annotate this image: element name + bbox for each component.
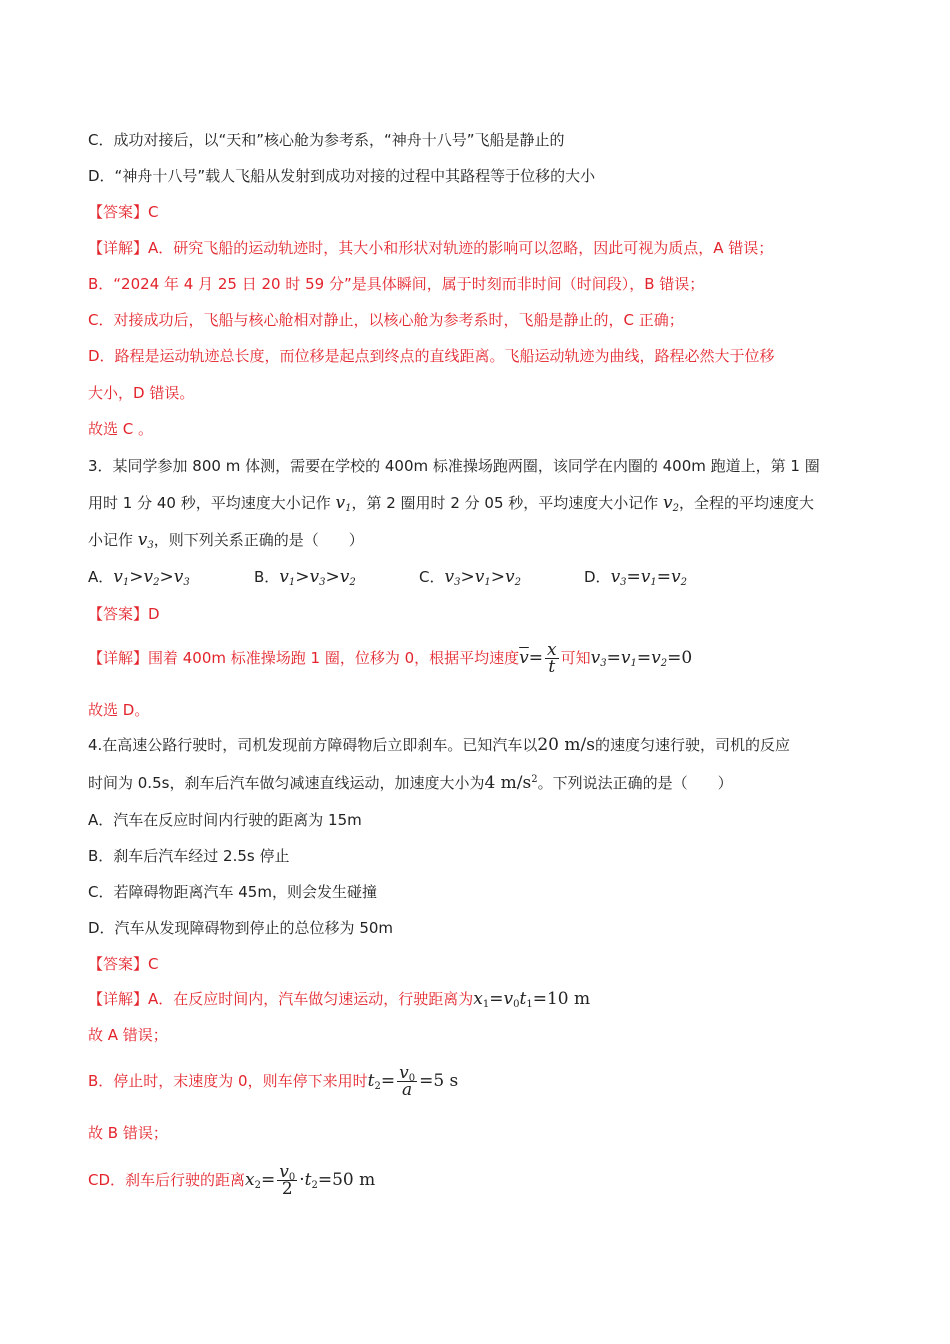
q2-answer: 【答案】C (88, 203, 159, 221)
q3-option-c: C．$v_3>v_1>v_2$ (419, 567, 521, 588)
q3-stem-line3: 小记作 $v_3$，则下列关系正确的是（ ） (88, 530, 364, 551)
initial-speed: 20 m/s (537, 735, 595, 755)
q4-stem-line1: 4.在高速公路行驶时，司机发现前方障碍物后立即刹车。已知汽车以20 m/s的速度匀速行驶，司机的反应 (88, 735, 790, 755)
v3-symbol: $v_3$ (137, 530, 154, 551)
q4-stem-line2: 时间为 0.5s，刹车后汽车做匀减速直线运动，加速度大小为4 $m/s^2$。下列说法正确的是（ ） (88, 773, 733, 793)
q3-result-formula: $v_3=v_1=v_2=0$ (590, 648, 693, 669)
q4-option-a: A．汽车在反应时间内行驶的距离为 15m (88, 811, 362, 829)
x1-formula: $x_1=v_0t_1=10$ m (473, 989, 591, 1010)
q2-option-d: D．“神舟十八号”载人飞船从发射到成功对接的过程中其路程等于位移的大小 (88, 167, 596, 185)
q3-option-a: A．$v_1>v_2>v_3$ (88, 567, 190, 588)
acceleration-value: 4 $m/s^2$ (484, 773, 538, 793)
q3-stem-line2: 用时 1 分 40 秒，平均速度大小记作 $v_1$，第 2 圈用时 2 分 05 秒，平均速度大小记作 $v_2$，全程的平均速度大 (88, 493, 815, 514)
q4-option-d: D．汽车从发现障碍物到停止的总位移为 50m (88, 919, 394, 937)
t2-formula: $t_2=$ $\frac{v_0}{a}$ =5 s (367, 1063, 459, 1100)
q3-conclusion: 故选 D。 (88, 701, 150, 719)
x2-formula: $x_2=$ $\frac{v_0}{2}$ $\cdot t_2=50$ m (245, 1162, 376, 1199)
avg-speed-formula: $\overline{v}=$ $\frac{x}{t}$ (519, 640, 557, 677)
v2-symbol: $v_2$ (663, 493, 680, 514)
q4-detail-b: B．停止时，末速度为 0，则车停下来用时$t_2=$ $\frac{v_0}{a}$ =5 s (88, 1063, 459, 1100)
q2-detail-a: 【详解】A．研究飞船的运动轨迹时，其大小和形状对轨迹的影响可以忽略，因此可视为质点，A 错误； (88, 239, 774, 257)
q4-detail-cd: CD．刹车后行驶的距离$x_2=$ $\frac{v_0}{2}$ $\cdot t_2=50$ m (88, 1162, 376, 1199)
q3-option-d: D．$v_3=v_1=v_2$ (584, 567, 688, 588)
q2-option-c: C．成功对接后，以“天和”核心舱为参考系，“神舟十八号”飞船是静止的 (88, 131, 565, 149)
q3-options (88, 566, 860, 590)
q2-detail-d-line1: D．路程是运动轨迹总长度，而位移是起点到终点的直线距离。飞船运动轨迹为曲线，路程必然大于位移 (88, 347, 775, 365)
q3-option-b: B．$v_1>v_3>v_2$ (254, 567, 356, 588)
q3-stem-line1: 3．某同学参加 800 m 体测，需要在学校的 400m 标准操场跑两圈，该同学在内圈的 400m 跑道上，第 1 圈 (88, 457, 820, 475)
q2-conclusion: 故选 C 。 (88, 420, 154, 438)
q4-answer: 【答案】C (88, 955, 159, 973)
q4-detail-a: 【详解】A．在反应时间内，汽车做匀速运动，行驶距离为$x_1=v_0t_1=10$ m (88, 989, 591, 1010)
q3-answer: 【答案】D (88, 605, 160, 623)
q4-option-b: B．刹车后汽车经过 2.5s 停止 (88, 847, 290, 865)
q4-detail-a-end: 故 A 错误； (88, 1026, 168, 1044)
q2-detail-b: B．“2024 年 4 月 25 日 20 时 59 分”是具体瞬间，属于时刻而非时间（时间段），B 错误； (88, 275, 705, 293)
q4-option-c: C．若障碍物距离汽车 45m，则会发生碰撞 (88, 883, 377, 901)
q3-detail: 【详解】围着 400m 标准操场跑 1 圈，位移为 0，根据平均速度$\overline{v}=$ $\frac{x}{t}$ 可知$v_3=v_1=v_2=0$ (88, 640, 693, 677)
v1-symbol: $v_1$ (335, 493, 352, 514)
q2-detail-c: C．对接成功后，飞船与核心舱相对静止，以核心舱为参考系时，飞船是静止的，C 正确； (88, 311, 684, 329)
q4-detail-b-end: 故 B 错误； (88, 1124, 168, 1142)
q2-detail-d-line2: 大小，D 错误。 (88, 384, 195, 402)
